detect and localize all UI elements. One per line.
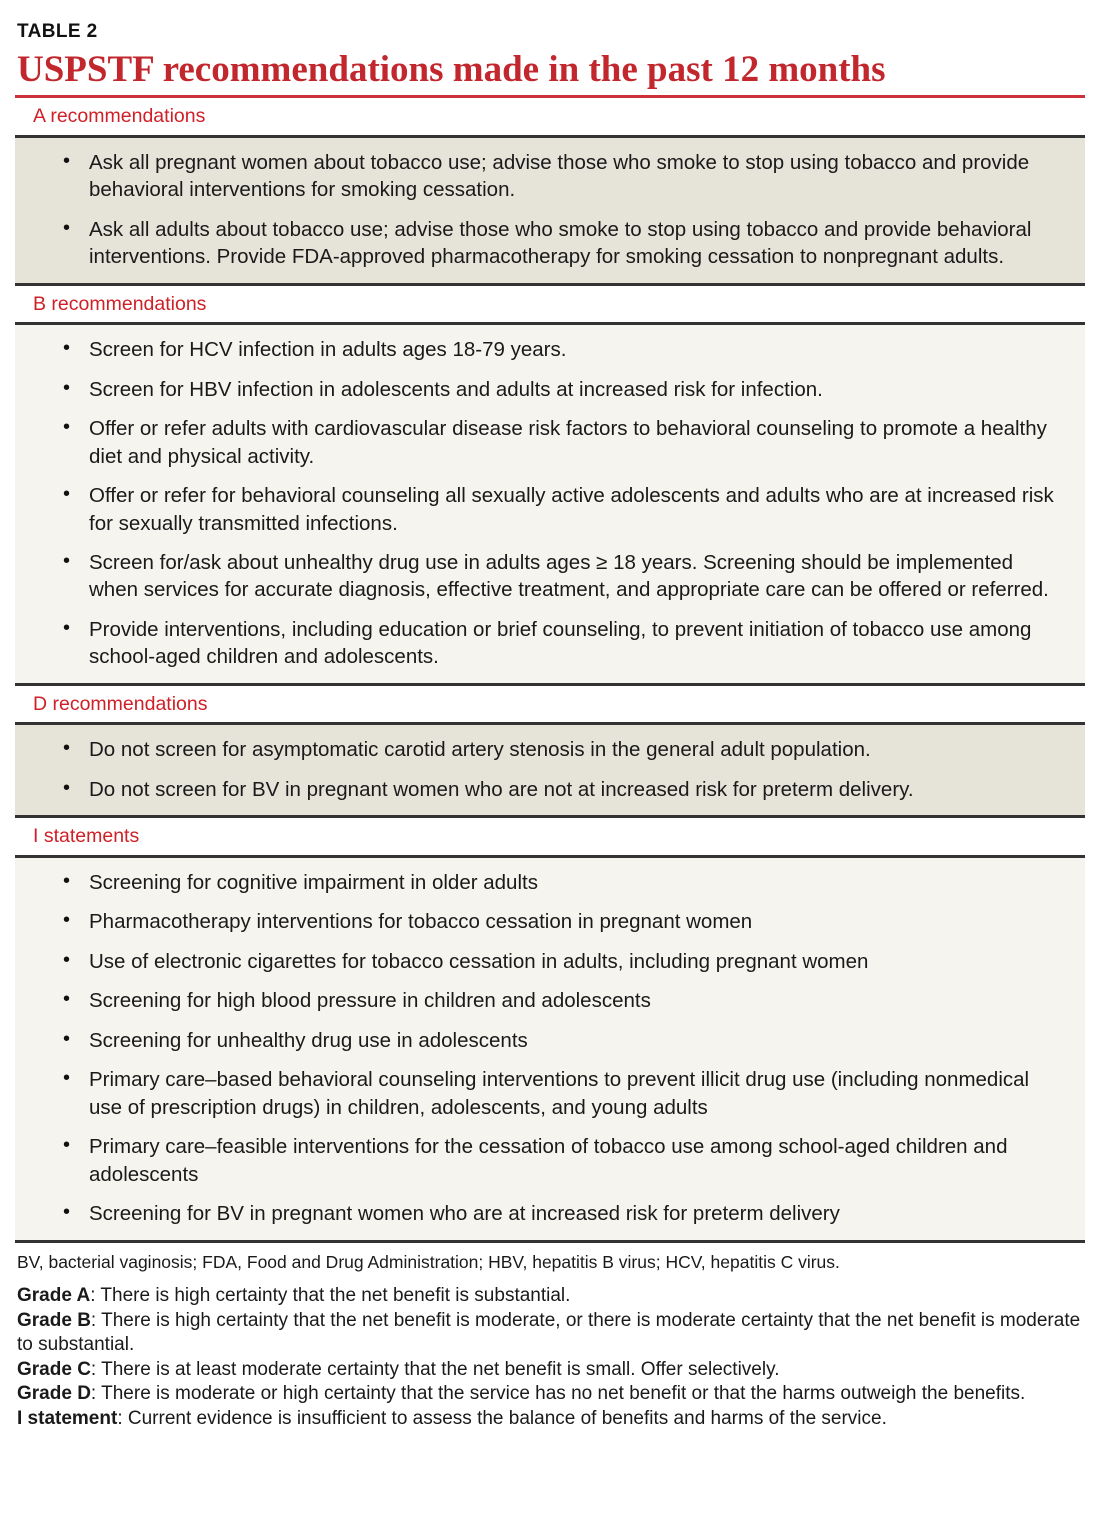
list-item: • Provide interventions, including education or brief counseling, to prevent initiation of tobacco use among school-aged children and adolescents. [59, 616, 1059, 671]
list-item: • Pharmacotherapy interventions for tobacco cessation in pregnant women [59, 908, 1059, 935]
section-block [15, 855, 1085, 1243]
grade-definition-line [17, 1309, 1085, 1358]
list-item: • Primary care–based behavioral counseling interventions to prevent illicit drug use (including nonmedical use of prescription drugs) in children, adolescents, and young adults [59, 1066, 1059, 1121]
grade-label: Grade B [17, 1309, 91, 1331]
grade-label: Grade D [17, 1383, 91, 1405]
list-item: • Screening for BV in pregnant women who are at increased risk for preterm delivery [59, 1200, 1059, 1227]
recommendation-list [15, 138, 1085, 283]
grade-text: : Current evidence is insufficient to assess the balance of benefits and harms of the service. [117, 1407, 887, 1429]
recommendation-list [15, 725, 1085, 815]
abbreviation-note: BV, bacterial vaginosis; FDA, Food and Drug Administration; HBV, hepatitis B virus; HCV, hepatitis C virus. [17, 1251, 840, 1272]
grade-text: : There is at least moderate certainty that the net benefit is small. Offer selectively. [90, 1358, 780, 1380]
grade-definition-line [17, 1382, 1085, 1407]
grade-definition-line [17, 1284, 1085, 1309]
grade-definition-line [17, 1358, 1085, 1383]
recommendation-sections [15, 98, 1085, 1242]
recommendation-list [15, 325, 1085, 683]
list-item: • Screening for cognitive impairment in older adults [59, 869, 1059, 896]
list-item: • Screen for/ask about unhealthy drug use in adults ages ≥ 18 years. Screening should be implemented when services for accurate diagnosis, effective treatment, and appropriate care can be offered or referred. [59, 549, 1059, 604]
section-heading: B recommendations [33, 292, 207, 315]
table-number-label: TABLE 2 [17, 21, 98, 42]
footnotes [15, 1243, 1085, 1432]
section-block [15, 135, 1085, 286]
grade-label: I statement [17, 1407, 118, 1429]
list-item: • Ask all pregnant women about tobacco use; advise those who smoke to stop using tobacco and provide behavioral interventions for smoking cessation. [59, 149, 1059, 204]
list-item: • Primary care–feasible interventions for the cessation of tobacco use among school-aged children and adolescents [59, 1133, 1059, 1188]
grade-label: Grade C [17, 1358, 91, 1380]
grade-definitions [17, 1284, 1085, 1431]
section-heading: I statements [33, 825, 140, 848]
recommendation-list [15, 858, 1085, 1240]
grade-text: : There is moderate or high certainty that the service has no net benefit or that the harms outweigh the benefits. [90, 1383, 1026, 1405]
list-item: • Screen for HCV infection in adults ages 18-79 years. [59, 336, 1059, 363]
list-item: • Screen for HBV infection in adolescents and adults at increased risk for infection. [59, 376, 1059, 403]
page-title: USPSTF recommendations made in the past 12 months [17, 48, 886, 90]
list-item: • Do not screen for asymptomatic carotid artery stenosis in the general adult population. [59, 736, 1059, 763]
grade-label: Grade A [17, 1285, 91, 1307]
list-item: • Use of electronic cigarettes for tobacco cessation in adults, including pregnant women [59, 948, 1059, 975]
section-heading: A recommendations [33, 105, 206, 128]
section-block [15, 322, 1085, 686]
list-item: • Ask all adults about tobacco use; advise those who smoke to stop using tobacco and provide behavioral interventions. Provide FDA-approved pharmacotherapy for smoking cessation to nonpregnant adults. [59, 216, 1059, 271]
list-item: • Offer or refer adults with cardiovascular disease risk factors to behavioral counseling to promote a healthy diet and physical activity. [59, 415, 1059, 470]
section-heading: D recommendations [33, 692, 208, 715]
grade-text: : There is high certainty that the net benefit is substantial. [90, 1285, 571, 1307]
grade-definition-line [17, 1407, 1085, 1432]
grade-text: : There is high certainty that the net benefit is moderate, or there is moderate certainty that the net benefit is moderate to substantial. [17, 1309, 1081, 1356]
list-item: • Screening for high blood pressure in children and adolescents [59, 987, 1059, 1014]
list-item: • Screening for unhealthy drug use in adolescents [59, 1027, 1059, 1054]
list-item: • Offer or refer for behavioral counseling all sexually active adolescents and adults who are at increased risk for sexually transmitted infections. [59, 482, 1059, 537]
section-block [15, 722, 1085, 818]
list-item: • Do not screen for BV in pregnant women who are not at increased risk for preterm delivery. [59, 776, 1059, 803]
